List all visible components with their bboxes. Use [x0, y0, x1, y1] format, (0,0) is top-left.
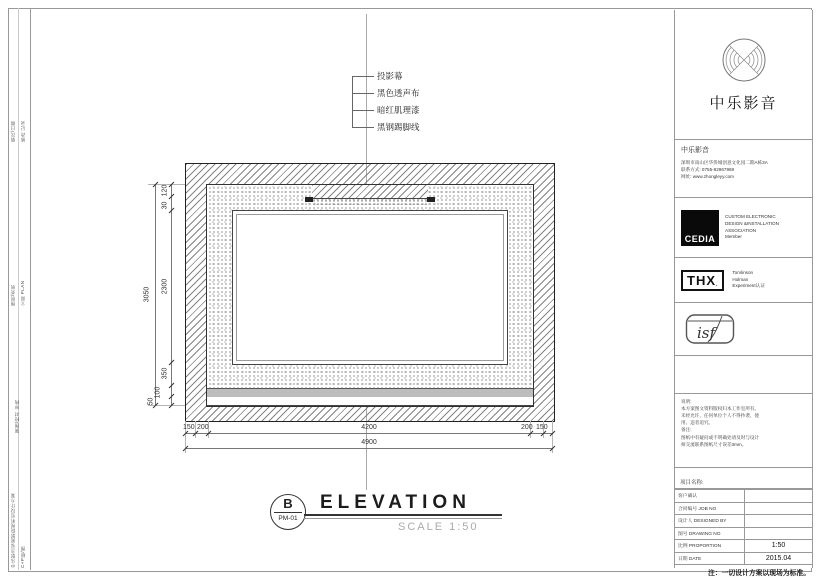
elevation-drawing	[185, 163, 555, 422]
isf-text: isf	[697, 324, 716, 342]
dim-150-l: 150	[183, 424, 195, 431]
table-row-drawingno: 图号 DRAWING NO	[675, 527, 812, 540]
dim-150-r: 150	[536, 424, 548, 431]
view-code: PM-01	[278, 515, 298, 522]
callout-skirting: 黑钢踢脚线	[377, 122, 420, 132]
dim-200-r: 200	[521, 424, 533, 431]
dim-4200: 4200	[361, 424, 377, 431]
dim-350: 350	[161, 367, 169, 380]
remark-line3: 未经允许、任何单位个人不得抄袭、使	[681, 413, 760, 419]
brand-logo-icon	[721, 37, 767, 83]
thx-section	[675, 258, 812, 303]
footnote: 注：一切设计方案以现场为标准。	[708, 570, 810, 577]
title-underline-thick	[304, 514, 502, 516]
remark-line1: 说明:	[681, 399, 692, 404]
brand-section	[675, 10, 812, 140]
callout-texture-paint: 暗红肌理漆	[377, 105, 420, 115]
dim-50: 50	[147, 397, 155, 406]
dim-4900: 4900	[361, 439, 377, 446]
callout-projection-screen: 投影幕	[377, 71, 403, 81]
table-row-date: 日期 DATE 2015.04	[675, 552, 812, 566]
spacer-section	[675, 356, 812, 394]
view-title-bubble	[270, 494, 306, 530]
view-title: ELEVATION	[320, 492, 471, 513]
company-web: 网址: www.zhongleyy.com	[681, 174, 735, 180]
strip-seg4-b: C+P级/图	[20, 545, 25, 568]
strip-seg1-a: 版次/日期	[10, 120, 15, 142]
panel-zone	[206, 184, 534, 407]
view-scale: SCALE 1:50	[398, 521, 479, 533]
cedia-line3: ASSOCIATION	[725, 227, 757, 233]
dim-200-l: 200	[197, 424, 209, 431]
isf-section	[675, 303, 812, 356]
company-name: 中乐影音	[681, 147, 709, 154]
base-band	[207, 397, 533, 406]
company-section	[675, 140, 812, 198]
projection-screen	[232, 210, 508, 365]
project-name-label: 项目名称:	[680, 480, 704, 486]
company-phone: 联系方式: 0755-82967969	[681, 167, 735, 173]
title-underline-thin	[304, 518, 502, 519]
dim-120: 120	[161, 184, 169, 197]
left-margin-strip	[8, 8, 31, 570]
dim-30: 30	[161, 201, 169, 210]
project-name-section	[675, 468, 812, 489]
company-address: 深圳市南山区华侨城创意文化园二期A栋3A	[681, 160, 768, 165]
thx-logo: THX.	[681, 270, 724, 291]
info-table	[675, 489, 812, 565]
strip-seg2-b: 立面 PLAN	[20, 280, 25, 306]
dim-left-overall: 3050	[143, 286, 151, 303]
cedia-logo: CEDIA	[681, 210, 719, 246]
thx-line1: Tomlinson	[732, 269, 754, 275]
dim-2300: 2300	[161, 278, 169, 295]
title-block	[674, 10, 813, 577]
cedia-section	[675, 198, 812, 258]
view-letter: B	[274, 495, 302, 513]
remark-line2: 本方案图文资料版权归本工作室所有。	[681, 406, 760, 412]
remark-line6: 图纸中有疑问或不明确处请及时与设计	[681, 434, 760, 440]
table-row-client: 客户确认	[675, 489, 812, 502]
thx-line2: Holman	[732, 276, 749, 282]
cedia-line4: Member	[725, 234, 742, 240]
table-row-scale: 比例 PROPORTION 1:50	[675, 539, 812, 552]
isf-logo-icon	[685, 311, 737, 347]
callout-acoustic-cloth: 黑色透声布	[377, 88, 420, 98]
remarks-section	[675, 394, 812, 468]
cedia-line2: DESIGN &INSTALLATION	[725, 220, 779, 226]
housing-bracket-right	[427, 197, 435, 202]
housing-bracket-left	[305, 197, 313, 202]
screen-housing-recess	[312, 185, 428, 199]
remark-line4: 用、违者追究。	[681, 420, 714, 426]
cedia-line1: CUSTOM ELECTRONIC	[725, 213, 776, 219]
strip-seg2-a: 图别/类别	[10, 284, 15, 306]
thx-line3: Experiment认证	[732, 283, 765, 289]
table-row-jobno: 合同编号 JOB NO	[675, 502, 812, 515]
remark-line5: 备注:	[681, 427, 692, 433]
strip-seg4-a: 中乐影音家庭影院视听室设计方案	[10, 493, 15, 568]
table-row-designer: 设计人 DESIGNED BY	[675, 514, 812, 527]
brand-name: 中乐影音	[709, 95, 778, 112]
strip-seg3-a: 制图/校对 审核	[14, 399, 19, 433]
dim-100: 100	[154, 386, 162, 399]
remark-line7: 师交流联系图纸尺寸误差3mm。	[681, 441, 747, 447]
strip-seg1-b: 修改 记录	[20, 120, 25, 142]
